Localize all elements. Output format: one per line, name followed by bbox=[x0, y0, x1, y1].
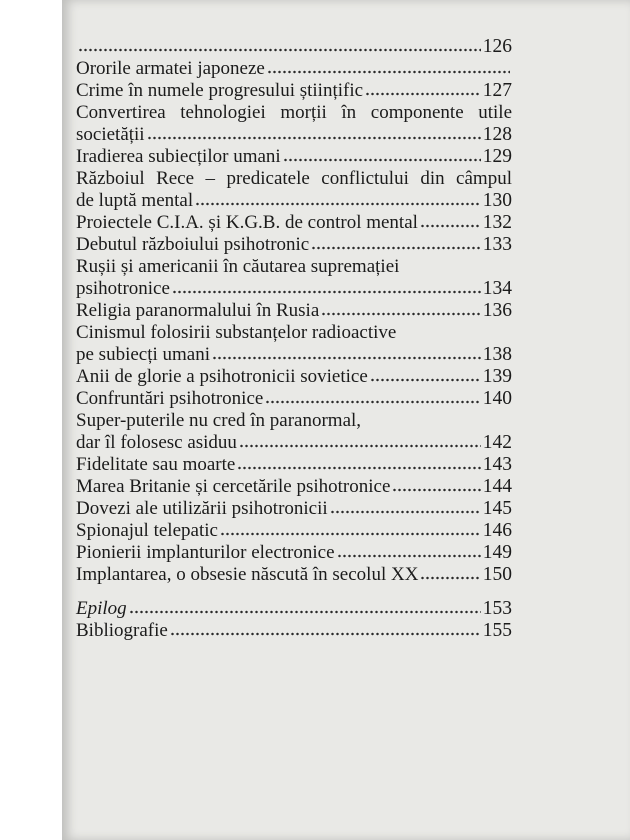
page-number: 134 bbox=[482, 278, 512, 299]
entry-title: Implantarea, o obsesie născută în secolul XX bbox=[76, 564, 419, 585]
page-number: 142 bbox=[482, 432, 512, 453]
entry-title: Iradierea subiecților umani bbox=[76, 146, 281, 167]
page-number: 132 bbox=[482, 212, 512, 233]
entry-title-line2: societății bbox=[76, 124, 145, 145]
entry-title-line2: de luptă mental bbox=[76, 190, 194, 211]
leader-dots bbox=[239, 434, 481, 448]
entry-title: Pionierii implanturilor electronice bbox=[76, 542, 335, 563]
leader-dots bbox=[337, 544, 481, 558]
leader-dots bbox=[330, 500, 481, 514]
page-number: 136 bbox=[482, 300, 512, 321]
page-number: 143 bbox=[482, 454, 512, 475]
entry-title-line1: Rușii și americanii în căutarea supremației bbox=[76, 256, 400, 277]
entry-title: Anii de glorie a psihotronicii sovietice bbox=[76, 366, 368, 387]
entry-title: Debutul războiului psihotronic bbox=[76, 234, 310, 255]
page-number: 130 bbox=[482, 190, 512, 211]
leader-dots bbox=[420, 214, 481, 228]
leader-dots bbox=[265, 390, 480, 404]
entry-title: Spionajul telepatic bbox=[76, 520, 218, 541]
toc-entry bbox=[76, 542, 512, 564]
leader-dots bbox=[220, 522, 481, 536]
section-gap bbox=[76, 586, 512, 598]
leader-dots bbox=[172, 280, 481, 294]
toc-entry bbox=[76, 476, 512, 498]
toc-entry bbox=[76, 322, 512, 366]
entry-title: Proiectele C.I.A. și K.G.B. de control mental bbox=[76, 212, 418, 233]
toc-entry bbox=[76, 212, 512, 234]
page-number: 138 bbox=[482, 344, 512, 365]
entry-title: Bibliografie bbox=[76, 620, 168, 641]
toc-entry-epilog bbox=[76, 598, 512, 620]
page-number: 149 bbox=[482, 542, 512, 563]
toc-entry bbox=[76, 498, 512, 520]
entry-title: Dovezi ale utilizării psihotronicii bbox=[76, 498, 328, 519]
toc-entry bbox=[76, 520, 512, 542]
toc-entry bbox=[76, 564, 512, 586]
page-number: 155 bbox=[482, 620, 512, 641]
entry-title-line1: Cinismul folosirii substanțelor radioactive bbox=[76, 322, 397, 343]
book-page bbox=[62, 0, 630, 840]
entry-title: Ororile armatei japoneze bbox=[76, 58, 265, 79]
page-number: 127 bbox=[482, 80, 512, 101]
toc-entry bbox=[76, 146, 512, 168]
entry-title: Marea Britanie și cercetările psihotronice bbox=[76, 476, 391, 497]
leader-dots bbox=[195, 192, 481, 206]
page-number: 126 bbox=[482, 36, 512, 57]
entry-title: Epilog bbox=[76, 598, 127, 619]
toc-entry bbox=[76, 410, 512, 454]
page-number: 129 bbox=[482, 146, 512, 167]
leader-dots bbox=[237, 456, 480, 470]
leader-dots bbox=[321, 302, 480, 316]
page-number: 145 bbox=[482, 498, 512, 519]
toc-entry bbox=[76, 256, 512, 300]
toc-entry bbox=[76, 234, 512, 256]
toc-entry-top bbox=[76, 36, 512, 58]
leader-dots bbox=[311, 236, 481, 250]
leader-dots bbox=[365, 82, 481, 96]
leader-dots bbox=[267, 60, 510, 74]
leader-dots bbox=[170, 622, 481, 636]
page-number: 153 bbox=[482, 598, 512, 619]
toc-entry bbox=[76, 80, 512, 102]
entry-title: Crime în numele progresului științific bbox=[76, 80, 364, 101]
page-number: 140 bbox=[482, 388, 512, 409]
entry-title-line2: psihotronice bbox=[76, 278, 170, 299]
leader-dots bbox=[370, 368, 481, 382]
page-number: 150 bbox=[482, 564, 512, 585]
leader-dots bbox=[129, 600, 481, 614]
toc-entry-bibliografie bbox=[76, 620, 512, 642]
leader-dots bbox=[420, 566, 480, 580]
entry-title: Religia paranormalului în Rusia bbox=[76, 300, 320, 321]
leader-dots bbox=[147, 126, 481, 140]
entry-title-line2: pe subiecți umani bbox=[76, 344, 211, 365]
toc-entry bbox=[76, 454, 512, 476]
entry-title: Confruntări psihotronice bbox=[76, 388, 264, 409]
entry-title-line1: Super-puterile nu cred în paranormal, bbox=[76, 410, 362, 431]
toc-entry bbox=[76, 300, 512, 322]
table-of-contents bbox=[76, 36, 512, 642]
leader-dots bbox=[283, 148, 481, 162]
leader-dots bbox=[78, 38, 481, 52]
page-number: 128 bbox=[482, 124, 512, 145]
toc-entry bbox=[76, 366, 512, 388]
page-number: 144 bbox=[482, 476, 512, 497]
page-number: 133 bbox=[482, 234, 512, 255]
entry-title-line2: dar îl folosesc asiduu bbox=[76, 432, 237, 453]
toc-entry bbox=[76, 102, 512, 146]
toc-entry bbox=[76, 168, 512, 212]
toc-entry bbox=[76, 388, 512, 410]
page-number: 139 bbox=[482, 366, 512, 387]
entry-title: Fidelitate sau moarte bbox=[76, 454, 236, 475]
toc-entry bbox=[76, 58, 512, 80]
page-number: 146 bbox=[482, 520, 512, 541]
leader-dots bbox=[392, 478, 480, 492]
entry-title-line1: Războiul Rece – predicatele conflictului din câmpul bbox=[76, 168, 512, 189]
leader-dots bbox=[212, 346, 481, 360]
entry-title-line1: Convertirea tehnologiei morții în componente utile bbox=[76, 102, 512, 123]
